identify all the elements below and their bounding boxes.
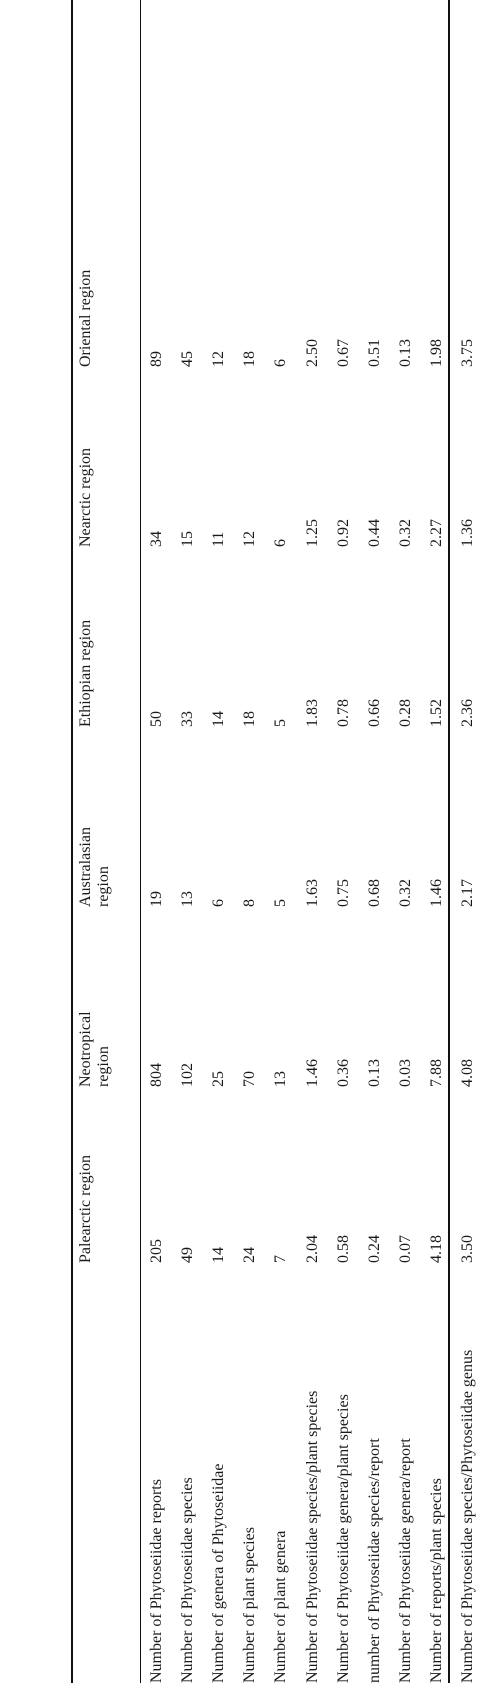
- table-cell: 33: [179, 711, 197, 727]
- row-label: number of Phytoseiidae species/report: [365, 1438, 383, 1683]
- table-bottom-rule: [448, 0, 450, 1683]
- table-cell: 0.28: [396, 699, 414, 727]
- table-cell: 13: [179, 891, 197, 907]
- column-header-nearctic: Nearctic region: [77, 447, 94, 547]
- column-header-ethiopian: Ethiopian region: [77, 619, 94, 727]
- table-cell: 6: [272, 539, 290, 547]
- table-cell: 13: [272, 1071, 290, 1087]
- table-cell: 5: [272, 899, 290, 907]
- row-label: Number of genera of Phytoseiidae: [210, 1463, 228, 1683]
- table-cell: 0.66: [365, 699, 383, 727]
- table-top-rule: [71, 0, 73, 1683]
- table-row: [459, 0, 478, 1683]
- table-row: [210, 0, 241, 1683]
- table-cell: 0.24: [365, 1235, 383, 1263]
- table-cell: 1.52: [427, 699, 445, 727]
- table-cell: 1.98: [427, 339, 445, 367]
- table-cell: 0.03: [396, 1059, 414, 1087]
- table-cell: 4.08: [459, 1059, 476, 1087]
- table-cell: 0.58: [334, 1235, 352, 1263]
- table-cell: 6: [272, 359, 290, 367]
- table-cell: 0.13: [396, 339, 414, 367]
- table-cell: 7: [272, 1255, 290, 1263]
- row-label: Number of Phytoseiidae species/Phytoseiidae genus: [459, 1349, 476, 1683]
- table-row: [366, 0, 397, 1683]
- table-cell: 804: [148, 1063, 165, 1087]
- table-cell: 1.25: [303, 519, 321, 547]
- table-cell: 1.36: [459, 519, 476, 547]
- table-cell: 1.46: [427, 879, 445, 907]
- table-row: [304, 0, 335, 1683]
- column-header-neotropical: Neotropical region: [77, 1011, 112, 1087]
- table-row: [179, 0, 210, 1683]
- table-cell: 18: [241, 711, 259, 727]
- table-cell: 70: [241, 1071, 259, 1087]
- table-cell: 11: [210, 531, 228, 547]
- table-cell: 45: [179, 351, 197, 367]
- header-rule: [140, 0, 141, 1683]
- row-label: Number of Phytoseiidae species/plant species: [303, 1390, 321, 1683]
- table-cell: 18: [241, 351, 259, 367]
- table-row: [428, 0, 459, 1683]
- table-cell: 4.18: [427, 1235, 445, 1263]
- table-cell: 5: [272, 719, 290, 727]
- table-cell: 12: [241, 531, 259, 547]
- column-header-australasian: Australasian region: [77, 827, 112, 907]
- table-cell: 8: [241, 899, 259, 907]
- table-cell: 2.04: [303, 1235, 321, 1263]
- column-header-palearctic: Palearctic region: [77, 1155, 94, 1263]
- table-row: [241, 0, 272, 1683]
- table-cell: 89: [148, 351, 165, 367]
- row-label: Number of plant species: [241, 1527, 259, 1683]
- table-cell: 0.32: [396, 879, 414, 907]
- row-label: Number of Phytoseiidae reports: [148, 1479, 165, 1683]
- table-cell: 0.51: [365, 339, 383, 367]
- table-row: [148, 0, 179, 1683]
- row-label: Number of Phytoseiidae species: [179, 1477, 197, 1683]
- table-cell: 3.50: [459, 1235, 476, 1263]
- table-cell: 19: [148, 891, 165, 907]
- table-cell: 25: [210, 1071, 228, 1087]
- table-cell: 0.32: [396, 519, 414, 547]
- table-cell: 2.50: [303, 339, 321, 367]
- table-cell: 102: [179, 1063, 197, 1087]
- table-cell: 14: [210, 1247, 228, 1263]
- table-cell: 0.07: [396, 1235, 414, 1263]
- table-cell: 1.63: [303, 879, 321, 907]
- table-cell: 0.78: [334, 699, 352, 727]
- data-table: [55, 0, 476, 1683]
- table-cell: 0.13: [365, 1059, 383, 1087]
- row-label: Number of Phytoseiidae genera/report: [396, 1438, 414, 1683]
- table-row: [397, 0, 428, 1683]
- row-label: Number of reports/plant species: [427, 1478, 445, 1683]
- table-cell: 50: [148, 711, 165, 727]
- table-row: [335, 0, 366, 1683]
- table-cell: 205: [148, 1239, 165, 1263]
- table-cell: 1.83: [303, 699, 321, 727]
- table-cell: 6: [210, 899, 228, 907]
- table-cell: 14: [210, 711, 228, 727]
- table-cell: 2.36: [459, 699, 476, 727]
- table-cell: 49: [179, 1247, 197, 1263]
- table-cell: 0.92: [334, 519, 352, 547]
- table-cell: 0.44: [365, 519, 383, 547]
- table-cell: 2.27: [427, 519, 445, 547]
- table-cell: 7.88: [427, 1059, 445, 1087]
- table-cell: 1.46: [303, 1059, 321, 1087]
- row-label: Number of Phytoseiidae genera/plant species: [334, 1394, 352, 1683]
- table-row: [272, 0, 303, 1683]
- table-cell: 0.68: [365, 879, 383, 907]
- table-cell: 0.36: [334, 1059, 352, 1087]
- table-cell: 15: [179, 531, 197, 547]
- row-label: Number of plant genera: [272, 1530, 290, 1683]
- table-cell: 12: [210, 351, 228, 367]
- table-cell: 24: [241, 1247, 259, 1263]
- table-cell: 34: [148, 531, 165, 547]
- table-cell: 2.17: [459, 879, 476, 907]
- column-header-oriental: Oriental region: [77, 269, 94, 367]
- table-cell: 0.67: [334, 339, 352, 367]
- table-cell: 3.75: [459, 339, 476, 367]
- table-cell: 0.75: [334, 879, 352, 907]
